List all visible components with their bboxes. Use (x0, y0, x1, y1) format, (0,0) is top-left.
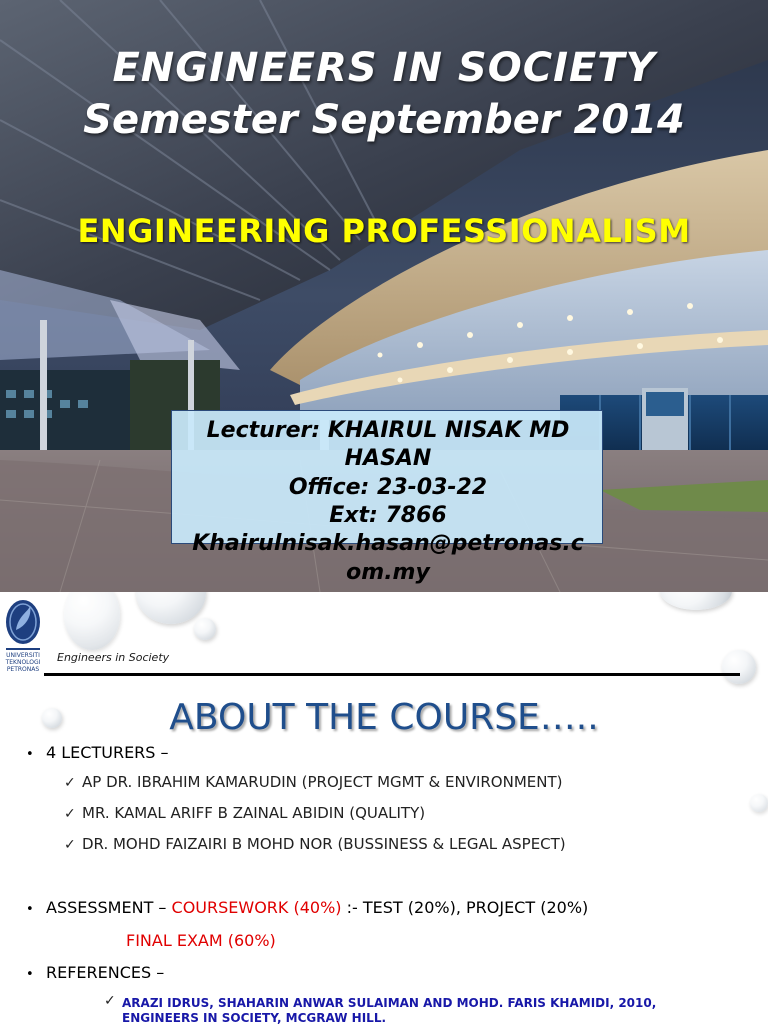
lecturer-name-cont: HASAN (344, 446, 432, 471)
topic-subtitle: ENGINEERING PROFESSIONALISM (77, 212, 691, 250)
semester-title: Semester September 2014 (83, 97, 685, 143)
checkmark-icon: ✓ (64, 837, 76, 853)
lecturer-item (64, 803, 425, 824)
final-exam-weight: FINAL EXAM (60%) (126, 931, 276, 950)
email-address-cont: om.my (346, 560, 430, 585)
header-course-label: Engineers in Society (57, 651, 170, 664)
water-drop-icon (722, 650, 756, 684)
course-title: ENGINEERS IN SOCIETY (112, 45, 656, 91)
bullet-icon: • (26, 902, 34, 917)
checkmark-icon: ✓ (104, 993, 116, 1009)
email-address: Khairulnisak.hasan@petronas.c (192, 531, 584, 556)
lecturer-info-box (171, 410, 603, 585)
references-label: REFERENCES – (46, 963, 165, 982)
phone-extension: Ext: 7866 (329, 503, 447, 528)
water-drop-icon (660, 592, 732, 610)
office-number: Office: 23-03-22 (288, 475, 488, 500)
university-logo-icon (4, 596, 42, 674)
bullet-icon: • (26, 967, 34, 982)
reference-line: ARAZI IDRUS, SHAHARIN ANWAR SULAIMAN AND MOHD. FARIS KHAMIDI, 2010, (122, 996, 657, 1010)
reference-item (104, 993, 657, 1024)
lecturer-text: DR. MOHD FAIZAIRI B MOHD NOR (BUSSINESS & LEGAL ASPECT) (82, 835, 566, 853)
lecturer-text: AP DR. IBRAHIM KAMARUDIN (PROJECT MGMT & ENVIRONMENT) (82, 773, 563, 791)
section-heading: ABOUT THE COURSE….. (169, 697, 599, 738)
logo-text-line3: PETRONAS (6, 666, 40, 673)
assessment-breakdown: :- TEST (20%), PROJECT (20%) (346, 898, 589, 917)
water-drop-icon (750, 794, 768, 812)
bullet-icon: • (26, 747, 34, 762)
reference-line: ENGINEERS IN SOCIETY, MCGRAW HILL. (122, 1011, 387, 1024)
bullet-lecturers (26, 743, 169, 765)
lecturer-item (64, 772, 562, 793)
course-overview-slide (0, 592, 768, 1024)
coursework-weight: COURSEWORK (40%) (171, 898, 342, 917)
lecturer-item (64, 834, 566, 855)
logo-text-line2: TEKNOLOGI (5, 659, 41, 666)
lecturers-label: 4 LECTURERS – (46, 743, 169, 762)
water-drop-icon (64, 592, 120, 650)
header-divider (44, 673, 740, 676)
lecturer-text: MR. KAMAL ARIFF B ZAINAL ABIDIN (QUALITY) (82, 804, 426, 822)
checkmark-icon: ✓ (64, 806, 76, 822)
bullet-references (26, 963, 164, 985)
assessment-label: ASSESSMENT – (46, 898, 167, 917)
bullet-assessment (26, 898, 588, 920)
checkmark-icon: ✓ (64, 775, 76, 791)
lecturer-name: Lecturer: KHAIRUL NISAK MD (206, 418, 570, 443)
logo-text-line1: UNIVERSITI (6, 652, 40, 659)
water-drop-icon (136, 592, 206, 624)
water-drop-icon (194, 618, 216, 640)
